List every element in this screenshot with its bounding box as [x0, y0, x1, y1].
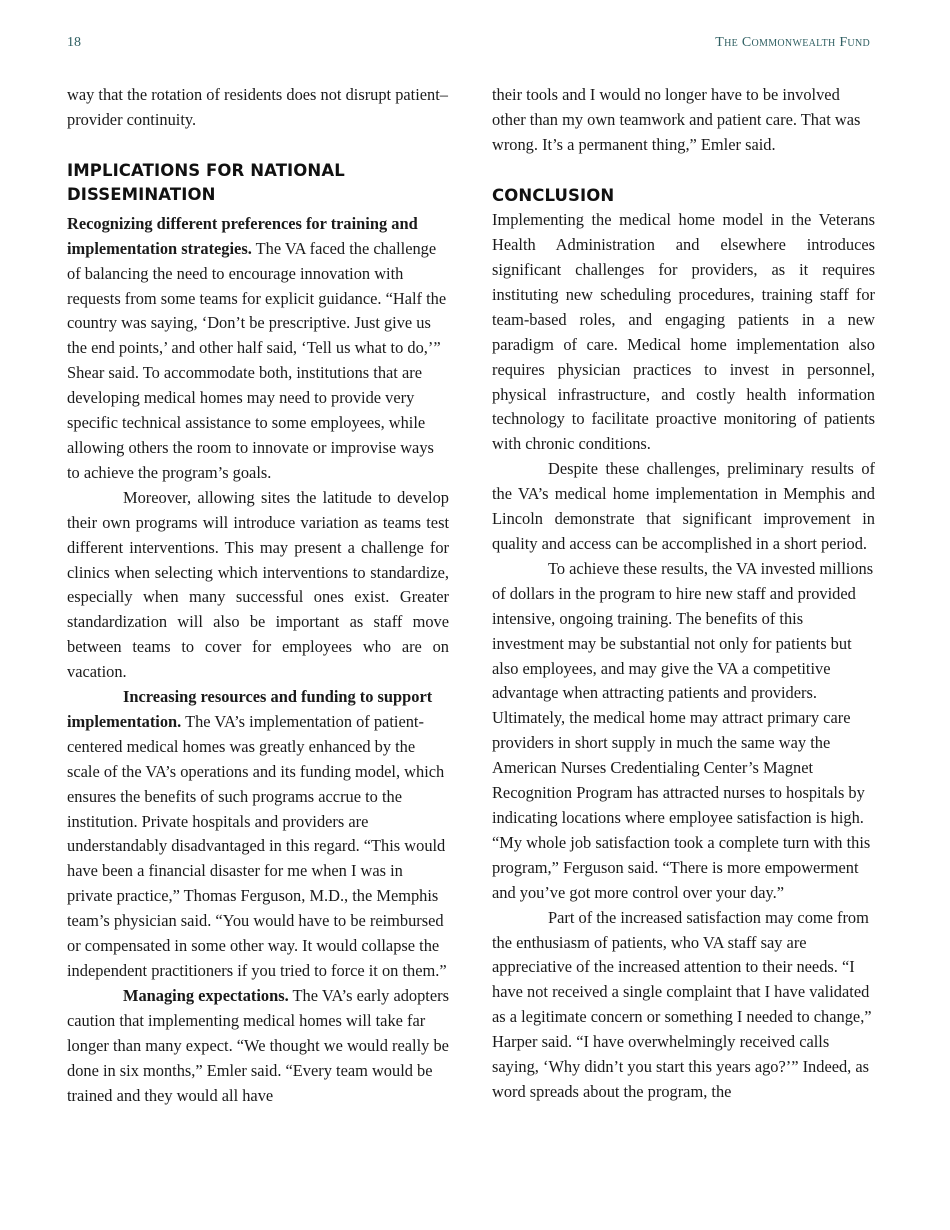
paragraph-latitude: Moreover, allowing sites the latitude to develop their own programs will introduce variation as teams test different interventions. This may present a challenge for clinics when selecting which interventions to standardize, especially when many successful ones exist. Greater standardization will also be important as staff move between teams to cover for employees who are on vacation.: [67, 487, 449, 682]
right-column: [492, 83, 875, 1105]
paragraph-preferences-text: The VA faced the challenge of balancing the need to encourage innovation with requests from some teams for explicit guidance. “Half the country was saying, ‘Don’t be prescriptive. Just give us the end points,’ and other half said, ‘Tell us what to do,’” Shear said. To accommodate both, institutions that are developing medical homes may need to provide very specific technical assistance to some employees, while allowing others the room to innovate or improvise ways to achieve the program’s goals.: [67, 238, 447, 482]
section-heading-conclusion: CONCLUSION: [492, 185, 615, 205]
paragraph-conclusion-4: Part of the increased satisfaction may come from the enthusiasm of patients, who VA staff say are appreciative of the increased attention to their needs. “I have not received a single complaint that I have validated as a legitimate concern or something I needed to change,” Harper said. “I have overwhelmingly received calls saying, ‘Why didn’t you start this years ago?’” Indeed, as word spreads about the program, the: [492, 907, 872, 1101]
running-head: The Commonwealth Fund: [715, 35, 870, 50]
paragraph-expectations-text: The VA’s early adopters caution that implementing medical homes will take far longer than many expect. “We thought we would really be done in six months,” Emler said. “Every team would be trained and they would all have: [67, 985, 449, 1105]
left-column: [67, 83, 449, 1108]
page-number: 18: [67, 35, 81, 50]
run-in-heading-preferences: Recognizing different preferences for training and implementation strategies.: [67, 213, 418, 258]
paragraph-resources-text: The VA’s implementation of patient-centered medical homes was greatly enhanced by the scale of the VA’s operations and its funding model, which ensures the benefits of such programs accrue to the institution. Private hospitals and providers are understandably disadvantaged in this regard. “This would have been a financial disaster for me when I was in private practice,” Thomas Ferguson, M.D., the Memphis team’s physician said. “You would have to be reimbursed or compensated in some other way. It would collapse the independent practitioners if you tried to force it on them.”: [67, 711, 447, 980]
run-in-heading-expectations: Managing expectations.: [123, 985, 289, 1005]
paragraph-conclusion-3: To achieve these results, the VA invested millions of dollars in the program to hire new staff and provided intensive, ongoing training. The benefits of this investment may be substantial not only for patients but also employees, and may give the VA a competitive advantage when attracting patients and providers. Ultimately, the medical home may attract primary care providers in short supply in much the same way the American Nurses Credentialing Center’s Magnet Recognition Program has attracted nurses to hospitals by indicating locations where employee satisfaction is high. “My whole job satisfaction took a complete turn with this program,” Ferguson said. “There is more empowerment and you’ve got more control over your day.”: [492, 558, 874, 902]
paragraph-expectations: [67, 984, 449, 1109]
left-intro-paragraph: way that the rotation of residents does not disrupt patient–provider continuity.: [67, 85, 449, 129]
paragraph-conclusion-1: Implementing the medical home model in the Veterans Health Administration and elsewhere introduces significant challenges for providers, as it requires instituting new scheduling procedures, training staff for team-based roles, and engaging patients in a new paradigm of care. Medical home implementation also requires physician practices to invest in personnel, physical infrastructure, and costly health information technology to facilitate proactive monitoring of patients with chronic conditions.: [492, 210, 875, 454]
paragraph-preferences: [67, 212, 449, 486]
paragraph-resources: [67, 685, 449, 984]
section-heading-implications: IMPLICATIONS FOR NATIONAL DISSEMINATION: [67, 160, 345, 205]
right-intro-paragraph: their tools and I would no longer have to be involved other than my own teamwork and patient care. That was wrong. It’s a permanent thing,” Emler said.: [492, 85, 861, 154]
run-in-heading-resources: Increasing resources and funding to support implementation.: [67, 687, 433, 731]
paragraph-conclusion-2: Despite these challenges, preliminary results of the VA’s medical home implementation in Memphis and Lincoln demonstrate that significant improvement in quality and access can be accomplished in a short period.: [492, 459, 875, 553]
